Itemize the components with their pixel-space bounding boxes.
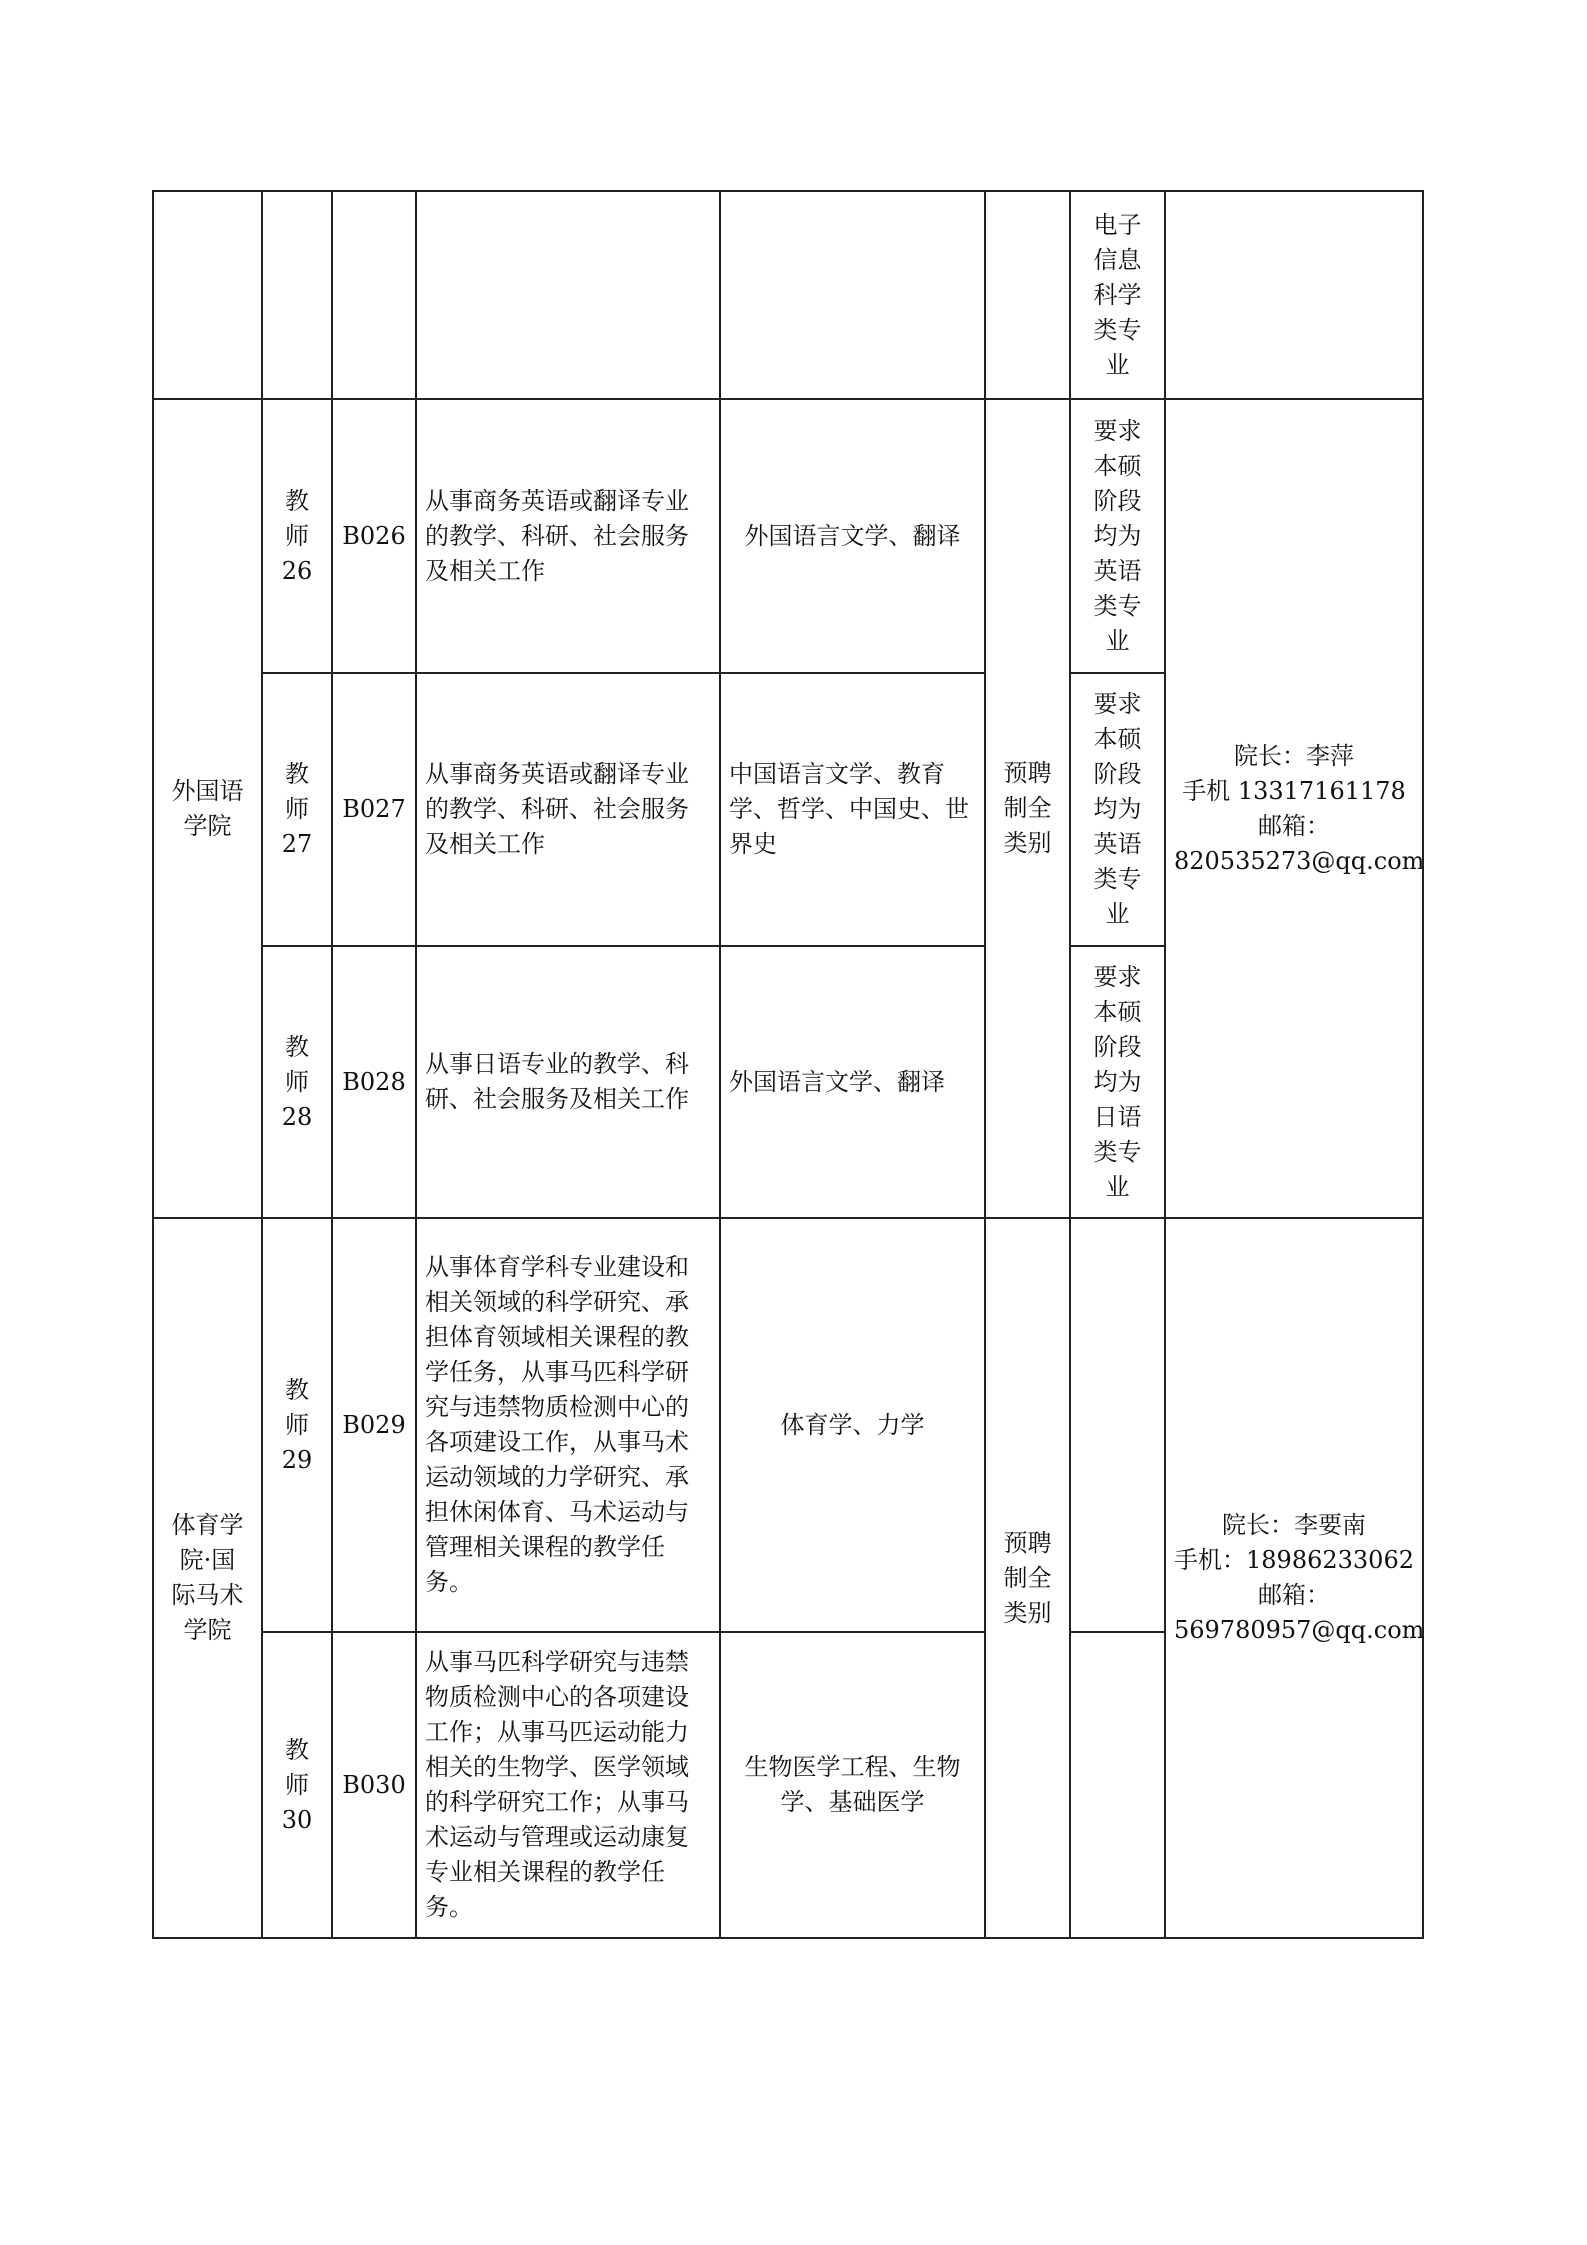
text-line: 教 <box>285 1375 309 1404</box>
text-line: 27 <box>281 830 313 858</box>
contact-cell <box>1165 191 1423 399</box>
code-cell <box>332 191 416 399</box>
text-line: 28 <box>281 1102 313 1131</box>
text-line: 阶段 <box>1093 1032 1142 1061</box>
text-line: 业 <box>1105 1172 1130 1201</box>
text-line: 师 <box>285 795 309 823</box>
duty-cell: 从事体育学科专业建设和相关领域的科学研究、承担体育领域相关课程的教学任务，从事马匹科学研究与违禁物质检测中心的各项建设工作，从事马术运动领域的力学研究、承担休闲体育、马术运动与管理相关课程的教学任务。 <box>416 1218 720 1632</box>
post-cell <box>262 399 332 673</box>
major-cell: 中国语言文学、教育学、哲学、中国史、世界史 <box>720 673 985 946</box>
text-line: 要求 <box>1093 416 1142 445</box>
contact-cell <box>1165 1218 1423 1938</box>
major-cell <box>720 191 985 399</box>
text-line: 英语 <box>1093 556 1142 585</box>
text-line: 阶段 <box>1093 486 1142 515</box>
text-line: 类别 <box>1003 829 1052 857</box>
text-line: 阶段 <box>1093 760 1142 788</box>
director-name: 院长：李要南 <box>1222 1511 1366 1539</box>
text-line: 30 <box>281 1805 313 1834</box>
text-line: 均为 <box>1093 1067 1142 1096</box>
text-line: 制全 <box>1003 1563 1052 1592</box>
text-line: 26 <box>281 556 313 585</box>
duty-cell <box>416 191 720 399</box>
major-cell: 外国语言文学、翻译 <box>720 946 985 1218</box>
post-cell <box>262 1218 332 1632</box>
code-cell: B030 <box>332 1632 416 1938</box>
requirement-cell <box>1070 1218 1165 1632</box>
email-label: 邮箱： <box>1258 811 1330 840</box>
table-row <box>153 1218 1423 1632</box>
text-line: 教 <box>285 1735 309 1764</box>
phone-number: 手机 13317161178 <box>1182 776 1406 805</box>
text-line: 类专 <box>1093 315 1142 344</box>
requirement-cell <box>1070 191 1165 399</box>
duty-cell: 从事日语专业的教学、科研、社会服务及相关工作 <box>416 946 720 1218</box>
text-line: 际马术 <box>171 1581 244 1609</box>
text-line: 电子 <box>1093 210 1142 239</box>
text-line: 师 <box>285 521 309 550</box>
text-line: 学院 <box>183 1616 232 1644</box>
email-label: 邮箱： <box>1258 1581 1330 1609</box>
major-cell: 外国语言文学、翻译 <box>720 399 985 673</box>
requirement-cell <box>1070 946 1165 1218</box>
text-line: 教 <box>285 486 309 515</box>
requirement-cell <box>1070 673 1165 946</box>
text-line: 预聘 <box>1003 1528 1052 1557</box>
major-cell: 生物医学工程、生物学、基础医学 <box>720 1632 985 1938</box>
text-line: 均为 <box>1093 795 1142 823</box>
text-line: 教 <box>285 1032 309 1061</box>
text-line: 类专 <box>1093 865 1142 893</box>
post-cell <box>262 946 332 1218</box>
recruitment-table <box>152 190 1424 1939</box>
text-line: 英语 <box>1093 830 1142 858</box>
text-line: 学院 <box>183 811 232 840</box>
director-name: 院长：李萍 <box>1234 741 1354 770</box>
category-cell <box>985 1218 1070 1938</box>
college-cell <box>153 399 262 1218</box>
major-cell: 体育学、力学 <box>720 1218 985 1632</box>
code-cell: B028 <box>332 946 416 1218</box>
text-line: 29 <box>281 1445 313 1474</box>
text-line: 类专 <box>1093 1137 1142 1166</box>
post-cell <box>262 1632 332 1938</box>
text-line: 要求 <box>1093 962 1142 991</box>
text-line: 本硕 <box>1093 451 1142 480</box>
text-line: 体育学 <box>171 1511 244 1539</box>
text-line: 业 <box>1105 626 1130 655</box>
table-row <box>153 399 1423 673</box>
text-line: 师 <box>285 1067 309 1096</box>
post-cell <box>262 191 332 399</box>
college-cell <box>153 1218 262 1938</box>
category-cell <box>985 191 1070 399</box>
table-row <box>153 191 1423 399</box>
text-line: 师 <box>285 1770 309 1799</box>
text-line: 信息 <box>1093 245 1142 274</box>
text-line: 科学 <box>1093 280 1142 309</box>
phone-number: 手机：18986233062 <box>1174 1546 1414 1574</box>
requirement-cell <box>1070 399 1165 673</box>
post-cell <box>262 673 332 946</box>
text-line: 制全 <box>1003 794 1052 822</box>
duty-cell: 从事商务英语或翻译专业的教学、科研、社会服务及相关工作 <box>416 673 720 946</box>
college-cell <box>153 191 262 399</box>
duty-cell: 从事商务英语或翻译专业的教学、科研、社会服务及相关工作 <box>416 399 720 673</box>
text-line: 院·国 <box>179 1546 236 1574</box>
code-cell: B029 <box>332 1218 416 1632</box>
text-line: 本硕 <box>1093 725 1142 753</box>
text-line: 预聘 <box>1003 759 1052 787</box>
text-line: 类别 <box>1003 1598 1052 1627</box>
text-line: 业 <box>1105 350 1130 379</box>
text-line: 类专 <box>1093 591 1142 620</box>
text-line: 师 <box>285 1410 309 1439</box>
email-address: 569780957@qq.com <box>1174 1616 1425 1644</box>
contact-cell <box>1165 399 1423 1218</box>
text-line: 均为 <box>1093 521 1142 550</box>
duty-cell: 从事马匹科学研究与违禁物质检测中心的各项建设工作；从事马匹运动能力相关的生物学、医学领域的科学研究工作；从事马术运动与管理或运动康复专业相关课程的教学任务。 <box>416 1632 720 1938</box>
requirement-cell <box>1070 1632 1165 1938</box>
code-cell: B027 <box>332 673 416 946</box>
text-line: 教 <box>285 760 309 788</box>
text-line: 日语 <box>1093 1102 1142 1131</box>
text-line: 本硕 <box>1093 997 1142 1026</box>
text-line: 外国语 <box>171 776 244 805</box>
code-cell: B026 <box>332 399 416 673</box>
category-cell <box>985 399 1070 1218</box>
text-line: 要求 <box>1093 690 1142 718</box>
text-line: 业 <box>1105 900 1130 928</box>
email-address: 820535273@qq.com <box>1174 846 1425 875</box>
